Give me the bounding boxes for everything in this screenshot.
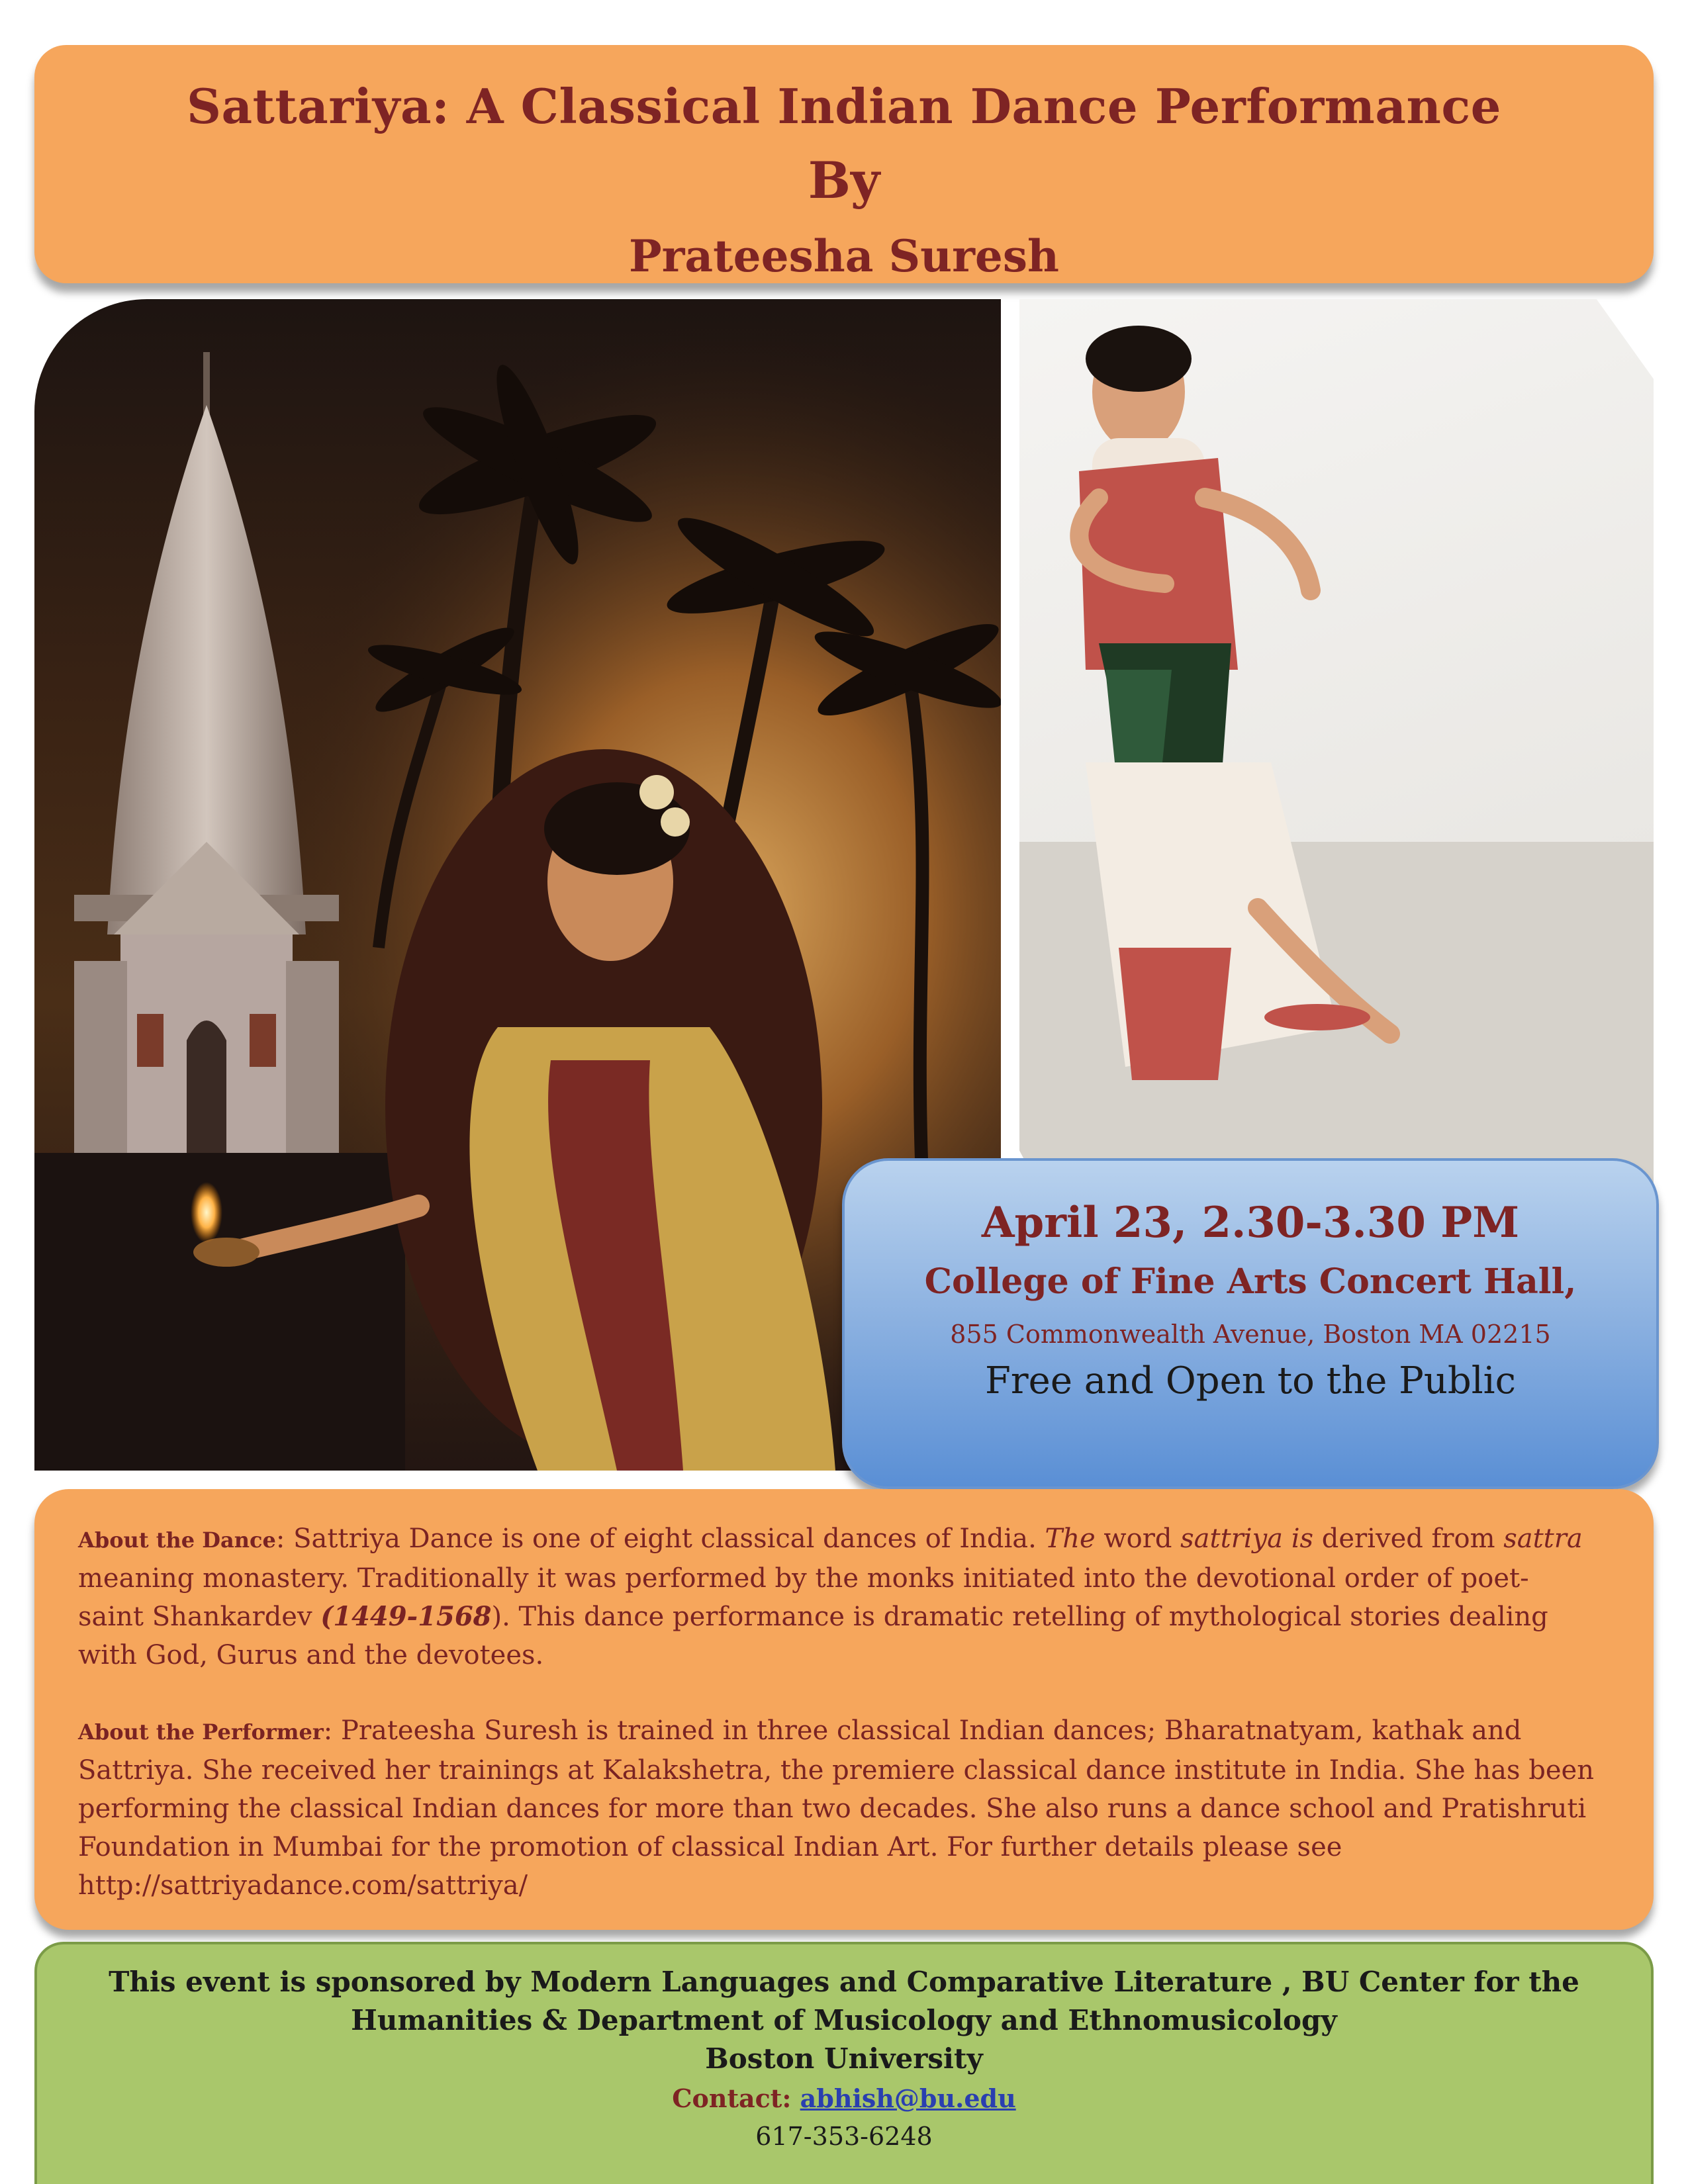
about-dance-text: ). This dance performance is dramatic retelling of mythological stories dealing with God, Gurus and the devotees. — [78, 1602, 1548, 1670]
contact-label: Contact: — [672, 2083, 800, 2113]
about-dance-text: sattra — [1503, 1524, 1583, 1554]
about-dance-text: derived from — [1313, 1524, 1504, 1554]
event-date-time: April 23, 2.30-3.30 PM — [981, 1198, 1520, 1248]
contact-line — [37, 2083, 1651, 2113]
dancer-portrait-photo — [1019, 299, 1654, 1186]
sponsor-university: Boston University — [705, 2042, 983, 2075]
about-dance-dates: (1449-1568 — [320, 1601, 492, 1632]
about-dance-paragraph — [78, 1520, 1594, 1674]
event-venue: College of Fine Arts Concert Hall, — [924, 1261, 1577, 1302]
performer-name: Prateesha Suresh — [628, 230, 1060, 282]
sponsor-line-2: Humanities & Department of Musicology and Ethnomusicology — [351, 2004, 1337, 2036]
contact-phone: 617-353-6248 — [755, 2122, 933, 2151]
sponsor-section — [34, 1942, 1654, 2184]
event-details-box — [842, 1158, 1659, 1489]
title-banner — [34, 45, 1654, 283]
about-performer-separator: : — [323, 1715, 341, 1746]
about-performer-text: Prateesha Suresh is trained in three classical Indian dances; Bharatnatyam, kathak and Sattriya. She received her trainings at Kalakshetra, the premiere classical dance institute in India. She has been performing the classical Indian dances for more than two decades. She also runs a dance school and Pratishruti Foundation in Mumbai for the promotion of classical Indian Art. For further details please see http://sattriyadance.com/sattriya/ — [78, 1715, 1594, 1901]
sattriya-dancer-illustration — [1019, 299, 1654, 1186]
about-dance-text: The — [1045, 1524, 1096, 1554]
about-performer-paragraph — [78, 1711, 1594, 1905]
title-by: By — [808, 151, 880, 210]
about-section — [34, 1489, 1654, 1930]
sponsor-line-1: This event is sponsored by Modern Languages and Comparative Literature , BU Center for the — [109, 1966, 1579, 1998]
about-dance-text: Sattriya Dance is one of eight classical dances of India. — [293, 1524, 1045, 1554]
about-dance-label: About the Dance — [78, 1527, 276, 1553]
event-address: 855 Commonwealth Avenue, Boston MA 02215 — [950, 1320, 1551, 1349]
about-performer-label: About the Performer — [78, 1719, 324, 1745]
about-dance-text: meaning monastery. Traditionally it was performed by the monks initiated into the devotional order of poet-saint Shankardev — [78, 1563, 1529, 1632]
about-dance-separator: : — [275, 1524, 294, 1554]
about-dance-text: sattriya is — [1180, 1524, 1314, 1554]
about-dance-text: word — [1095, 1524, 1181, 1554]
event-title: Sattariya: A Classical Indian Dance Performance — [187, 78, 1501, 134]
contact-email-link[interactable]: abhish@bu.edu — [800, 2083, 1016, 2113]
event-admission: Free and Open to the Public — [985, 1359, 1516, 1402]
